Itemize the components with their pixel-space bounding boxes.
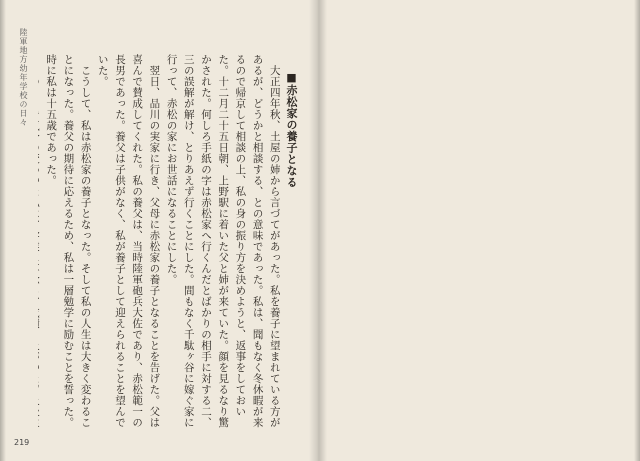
left-page-text [38,54,300,429]
paragraph [38,54,42,429]
paragraph: 翌日、品川の実家に行き、父母に赤松家の養子となることを告げた。父は喜んで賛成してくれた。私の養父は、当時陸軍砲兵大佐であり、赤松範一の長男であった。養父は子供がなく、私が養子として迎えられることを望んでいた。 [96,54,161,428]
page-number-left: 219 [14,438,30,447]
paragraph: 大正四年秋、土屋の姉から言づてがあった。私を養子に望まれている方があるが、どうかと相談する、との意味であった。私は、聞もなく冬休暇が来るので帰京して相談の上、私の身の振り方を決めようと、返事をしておいた。十二月二十五日朝、上野駅に着いた父と姉が来ていた。顔を見るなり驚かされた。何しろ手紙の字は赤松家へ行くんだとばかりの相手に対する二、三の誤解が解け、とりあえず行くことにした。間もなく千駄ヶ谷に嫁ぐ家に行って、赤松の家にお世話になることにした。 [165,54,281,428]
left-page [0,0,318,461]
right-page-edge [634,0,640,461]
running-head: 陸軍地方幼年学校の日々 [19,28,28,127]
paragraph: こうして、私は赤松家の養子となった。そして私の人生は大きく変わることになった。養父の期待に応えるため、私は一層勉学に励むことを誓った。時に私は十五歳であった。 [45,54,92,428]
right-page [318,0,640,461]
section-title: ■赤松家の養子となる [285,71,298,188]
left-page-edge [0,0,6,461]
book-gutter [309,0,327,461]
